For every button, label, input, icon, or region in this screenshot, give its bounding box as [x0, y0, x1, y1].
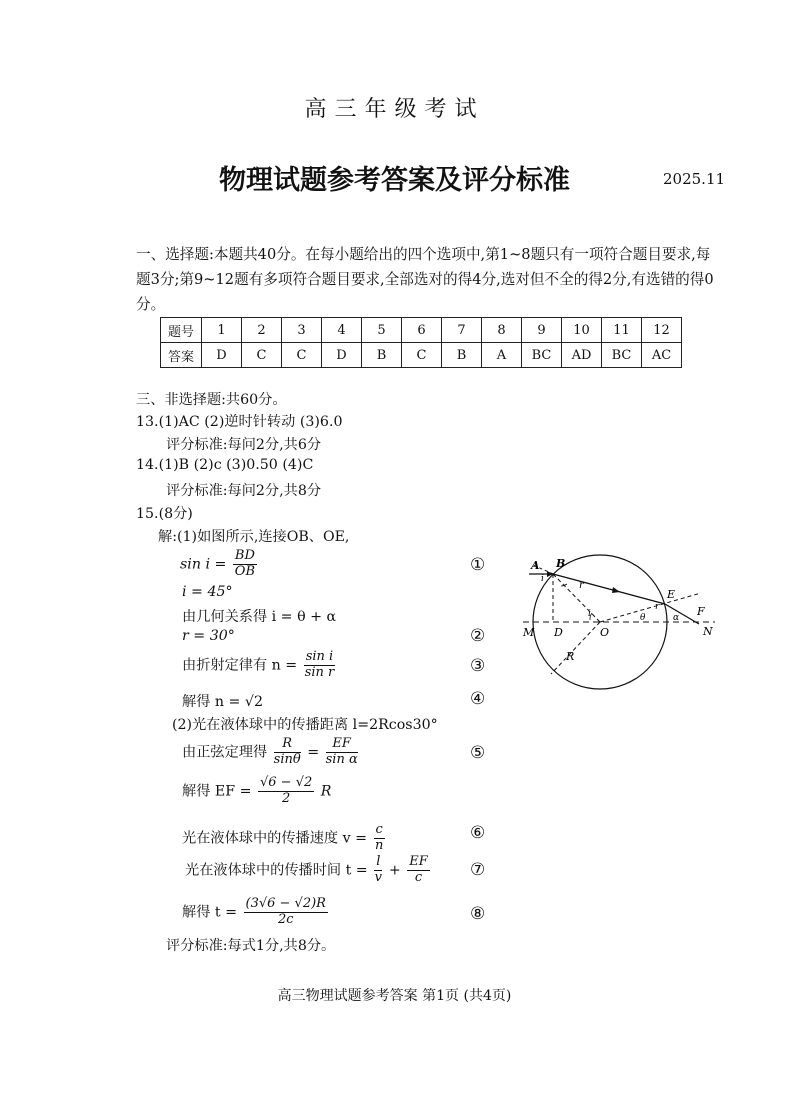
fraction: $\frac{R}{\sin\theta}$	[273, 736, 301, 767]
table-cell: D	[322, 343, 362, 368]
exam-name: 高三年级考试	[304, 97, 485, 122]
q15-scoring: 评分标准:每式1分,共8分。	[166, 938, 336, 954]
fraction: $\frac{l}{v}$	[374, 854, 382, 885]
arrow-icon	[547, 571, 553, 577]
table-cell: D	[202, 343, 242, 368]
table-cell: 10	[562, 318, 602, 343]
label-E: E	[667, 588, 676, 601]
table-cell: 5	[362, 318, 402, 343]
refracted-ray	[553, 574, 665, 604]
table-cell: B	[442, 343, 482, 368]
eq4: 解得 n = √2	[182, 694, 263, 710]
table-cell: 答案	[161, 343, 202, 368]
eq2: r = 30°	[182, 628, 235, 644]
marker-2: ②	[470, 626, 486, 646]
section3-heading: 三、非选择题:共60分。	[136, 392, 287, 408]
eq7: 光在液体球中的传播时间 t = $\frac{l}{v}$ + $\frac{EF}{c}$	[185, 854, 428, 885]
fraction: $\frac{EF}{c}$	[409, 854, 428, 885]
bo-line	[553, 574, 600, 622]
table-row-answers	[161, 343, 682, 368]
eq1b: 由几何关系得 i = θ + α	[182, 609, 337, 625]
marker-6: ⑥	[470, 823, 486, 843]
label-i2: i	[588, 609, 591, 619]
table-cell: 11	[602, 318, 642, 343]
marker-3: ③	[470, 656, 486, 676]
optics-diagram	[515, 550, 725, 695]
label-r: r	[579, 580, 584, 591]
eq3: 由折射定律有 n = $\frac{\text{sin i}}{\text{sin r}}$	[182, 649, 335, 680]
table-cell: AD	[562, 343, 602, 368]
table-cell: 12	[642, 318, 682, 343]
table-cell: 2	[242, 318, 282, 343]
table-cell: 7	[442, 318, 482, 343]
eq5a: 解得 EF = $\frac{√6 - √2}{2}$ R	[182, 775, 332, 806]
label-i: i	[541, 574, 544, 584]
table-cell: BC	[522, 343, 562, 368]
eq1: sin i = $\frac{BD}{OB}$	[180, 548, 256, 579]
marker-8: ⑧	[470, 904, 486, 924]
eq6: 光在液体球中的传播速度 v = $\frac{c}{n}$	[182, 822, 384, 853]
eq8: 解得 t = $\frac{(3√6 - √2)R}{2c}$	[182, 896, 326, 927]
q13-scoring: 评分标准:每问2分,共6分	[166, 437, 322, 453]
marker-7: ⑦	[470, 860, 486, 880]
label-theta: θ	[640, 613, 646, 623]
eq1a: i = 45°	[182, 584, 233, 600]
exit-ray	[665, 604, 699, 624]
fraction: $\frac{\text{sin i}}{\text{sin r}}$	[304, 649, 335, 680]
label-M: M	[523, 626, 535, 639]
answer-table	[160, 317, 682, 368]
marker-1: ①	[470, 555, 486, 575]
label-D: D	[554, 626, 563, 639]
table-cell: C	[402, 343, 442, 368]
label-B: B	[556, 557, 566, 570]
label-R: R	[566, 650, 575, 663]
label-alpha: α	[673, 613, 680, 623]
fraction: $\frac{EF}{\text{sin α}}$	[325, 736, 358, 767]
table-cell: AC	[642, 343, 682, 368]
page-title: 物理试题参考答案及评分标准	[219, 165, 570, 196]
eq5: 由正弦定理得 $\frac{R}{\sin\theta}$ = $\frac{EF}{\text{sin α}}$	[182, 736, 358, 767]
label-F: F	[697, 605, 705, 618]
label-r2: r	[655, 602, 660, 612]
table-cell: C	[282, 343, 322, 368]
table-row-numbers	[161, 318, 682, 343]
table-cell: BC	[602, 343, 642, 368]
page-footer: 高三物理试题参考答案 第1页 (共4页)	[277, 988, 512, 1004]
table-cell: 8	[482, 318, 522, 343]
arrow-icon	[612, 587, 620, 593]
table-cell: B	[362, 343, 402, 368]
fraction: $\frac{√6 - √2}{2}$	[260, 775, 313, 806]
marker-5: ⑤	[470, 743, 486, 763]
marker-4: ④	[470, 689, 486, 709]
table-cell: 1	[202, 318, 242, 343]
q14-answer: 14.(1)B (2)c (3)0.50 (4)C	[136, 457, 314, 473]
part2: (2)光在液体球中的传播距离 l=2Rcos30°	[172, 717, 438, 733]
exam-date: 2025.11	[663, 170, 726, 188]
label-O: O	[600, 626, 610, 639]
q13-answer: 13.(1)AC (2)逆时针转动 (3)6.0	[136, 414, 343, 430]
oe-line	[600, 593, 701, 622]
q15-intro: 解:(1)如图所示,连接OB、OE,	[158, 529, 350, 545]
q15-head: 15.(8分)	[136, 506, 193, 522]
q14-scoring: 评分标准:每问2分,共8分	[166, 483, 322, 499]
label-N: N	[703, 625, 713, 638]
table-cell: C	[242, 343, 282, 368]
section1-instructions: 一、选择题:本题共40分。在每小题给出的四个选项中,第1~8题只有一项符合题目要求,每题3分;第9~12题有多项符合题目要求,全部选对的得4分,选对但不全的得2分,有选错的得0分。	[136, 246, 714, 313]
table-cell: 9	[522, 318, 562, 343]
table-cell: 4	[322, 318, 362, 343]
table-cell: 6	[402, 318, 442, 343]
fraction: $\frac{(3√6 - √2)R}{2c}$	[245, 896, 326, 927]
fraction: $\frac{c}{n}$	[374, 822, 384, 853]
table-cell: A	[482, 343, 522, 368]
table-cell: 题号	[161, 318, 202, 343]
label-A: A	[531, 559, 540, 572]
table-cell: 3	[282, 318, 322, 343]
fraction: $\frac{BD}{OB}$	[234, 548, 256, 579]
